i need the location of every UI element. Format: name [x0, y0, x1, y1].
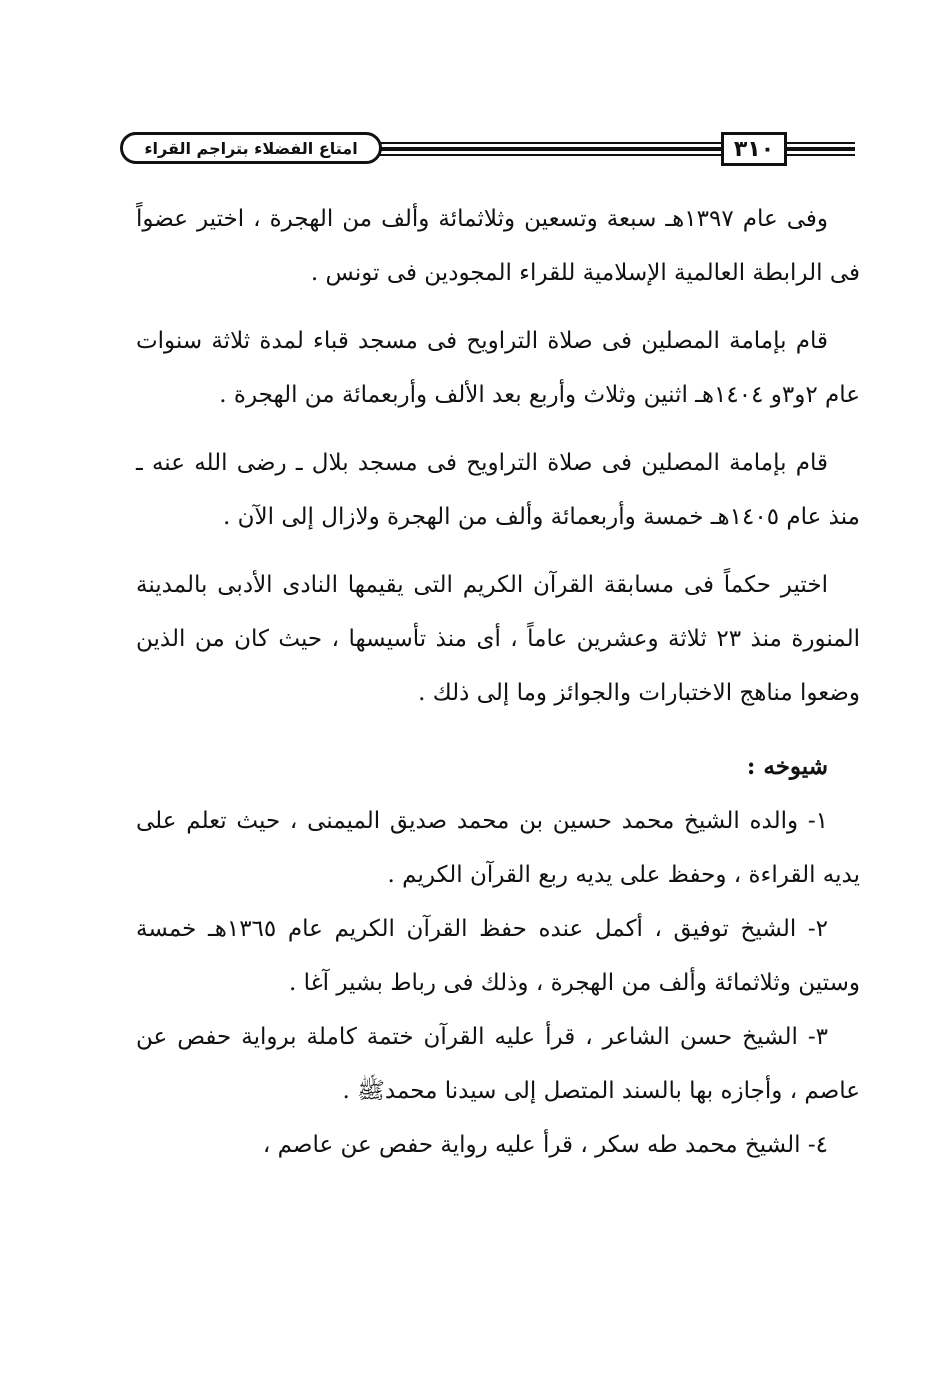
- page-number: ٣١٠: [721, 132, 787, 166]
- list-item: ٢- الشيخ توفيق ، أكمل عنده حفظ القرآن الكريم عام ١٣٦٥هـ خمسة وستين وثلاثمائة وألف من الهجرة ، وذلك فى رباط بشير آغا .: [136, 916, 860, 996]
- shuyukh-list: [136, 794, 860, 1172]
- paragraph-membership: وفى عام ١٣٩٧هـ سبعة وتسعين وثلاثمائة وألف من الهجرة ، اختير عضواً فى الرابطة العالمية الإسلامية للقراء المجودين فى تونس .: [136, 206, 860, 286]
- paragraph-quba-imamate: قام بإمامة المصلين فى صلاة التراويح فى مسجد قباء لمدة ثلاثة سنوات عام ٢و٣و ١٤٠٤هـ اثنين وثلاث وأربع بعد الألف وأربعمائة من الهجرة .: [136, 328, 860, 408]
- section-heading-shuyukh: شيوخه :: [746, 753, 828, 780]
- paragraph-judge: اختير حكماً فى مسابقة القرآن الكريم التى يقيمها النادى الأدبى بالمدينة المنورة منذ ٢٣ ثلاثة وعشرين عاماً ، أى منذ تأسيسها ، حيث كان من الذين وضعوا مناهج الاختبارات والجوائز وما إلى ذلك .: [136, 572, 860, 706]
- paragraph-bilal-imamate: قام بإمامة المصلين فى صلاة التراويح فى مسجد بلال ـ رضى الله عنه ـ منذ عام ١٤٠٥هـ خمسة وأربعمائة وألف من الهجرة ولازال إلى الآن .: [136, 450, 860, 530]
- list-item: ٣- الشيخ حسن الشاعر ، قرأ عليه القرآن ختمة كاملة برواية حفص عن عاصم ، وأجازه بها بالسند المتصل إلى سيدنا محمدﷺ .: [136, 1024, 860, 1104]
- page-body: [136, 192, 860, 1172]
- list-item: ٤- الشيخ محمد طه سكر ، قرأ عليه رواية حفص عن عاصم ،: [262, 1132, 828, 1158]
- list-item: ١- والده الشيخ محمد حسين بن محمد صديق الميمنى ، حيث تعلم على يديه القراءة ، وحفظ على يديه ربع القرآن الكريم .: [136, 808, 860, 888]
- book-title: امتاع الفضلاء بتراجم القراء: [120, 132, 382, 164]
- running-header: [120, 128, 855, 172]
